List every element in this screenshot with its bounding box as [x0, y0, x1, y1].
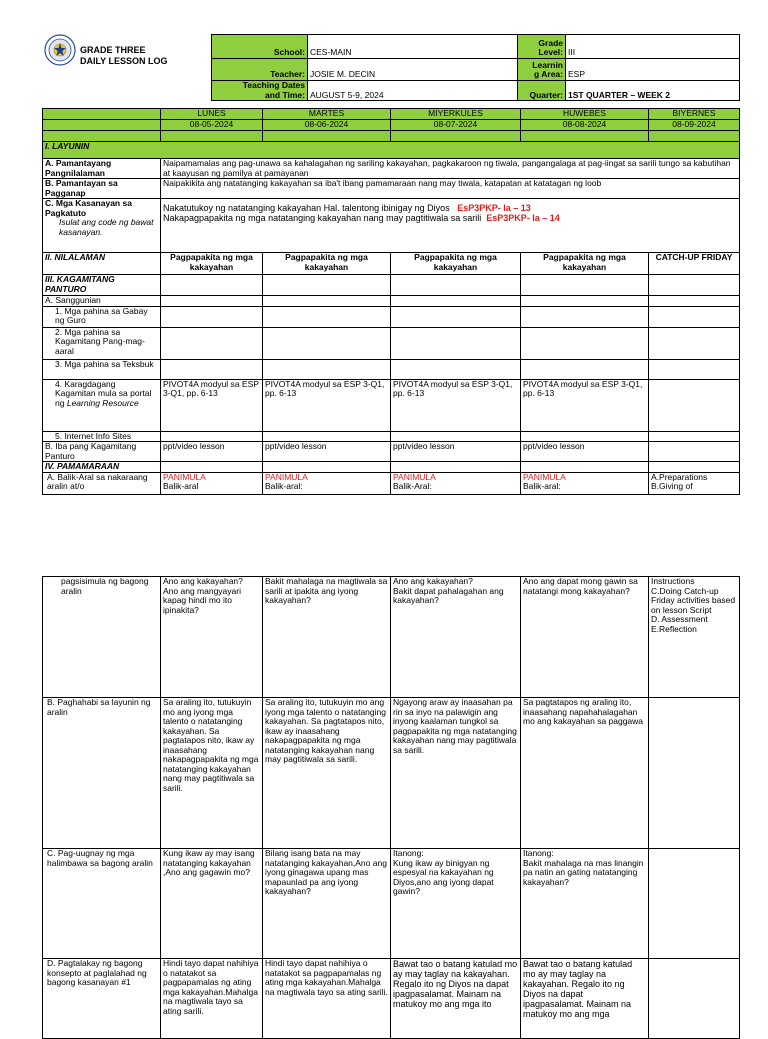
- karagdagang-cell-4: PIVOT4A modyul sa ESP 3-Q1, pp. 6-13: [521, 379, 649, 431]
- kasanayan-line-1: Nakatutukoy ng natatanging kakayahan Hal. talentong ibinigay ng Diyos: [163, 203, 450, 214]
- nilalaman-cell-3: Pagpapakita ng mga kakayahan: [391, 253, 521, 275]
- learning-area-value: ESP: [566, 59, 740, 81]
- internet-info-label: 5. Internet Info Sites: [43, 431, 161, 442]
- iba-cell-3: ppt/video lesson: [391, 442, 521, 462]
- balik-aral-label-cont: pagsisimula ng bagong aralin: [43, 577, 161, 698]
- kasanayan-code-1: EsP3PKP- Ia – 13: [457, 203, 531, 214]
- friday-top-cell: A.Preparations B.Giving of: [649, 472, 740, 494]
- balik-aral-q-1: Ano ang kakayahan? Ano ang mangyayari kapag hindi mo ito ipinakita?: [161, 577, 263, 698]
- lesson-plan-table-continued: [42, 576, 740, 1039]
- teacher-value: JOSIE M. DECIN: [308, 59, 518, 81]
- learning-resource-text: Learning Resource: [66, 397, 139, 408]
- teacher-label: Teacher:: [212, 59, 308, 81]
- kagamitang-mag-aaral-label: 2. Mga pahina sa Kagamitang Pang-mag-aaral: [43, 327, 161, 359]
- day-header-3: MIYERKULES: [391, 109, 521, 120]
- day-header-1: LUNES: [161, 109, 263, 120]
- pag-uugnay-label: C. Pag-uugnay ng mga halimbawa sa bagong aralin: [43, 849, 161, 959]
- iba-cell-4: ppt/video lesson: [521, 442, 649, 462]
- nilalaman-cell-1: Pagpapakita ng mga kakayahan: [161, 253, 263, 275]
- pagtalakay-cell-1: Hindi tayo dapat nahihiya o natatakot sa pagpapamalas ng ating mga kakayahan.Mahalga na magtiwala tayo sa ating sarili.: [161, 959, 263, 1039]
- kasanayan-label: C. Mga Kasanayan sa Pagkatuto: [45, 198, 132, 218]
- pagtalakay-cell-2: Hindi tayo dapat nahihiya o natatakot sa pagpapamalas ng ating mga kakayahan.Mahalga na magtiwala tayo sa ating sarili.: [263, 959, 391, 1039]
- day-date-5: 08-09-2024: [649, 120, 740, 131]
- teksbuk-label: 3. Mga pahina sa Teksbuk: [43, 359, 161, 379]
- school-value: CES-MAIN: [308, 35, 518, 59]
- karagdagang-cell-3: PIVOT4A modyul sa ESP 3-Q1, pp. 6-13: [391, 379, 521, 431]
- lesson-log-title: GRADE THREE DAILY LESSON LOG: [80, 45, 168, 66]
- nilalaman-cell-5: CATCH-UP FRIDAY: [649, 253, 740, 275]
- kasanayan-code-2: EsP3PKP- Ia – 14: [486, 213, 560, 224]
- kasanayan-line-2: Nakapagpapakita ng mga natatanging kakayahan nang may pagtitiwala sa sarili: [163, 213, 482, 224]
- teaching-dates-value: AUGUST 5-9, 2024: [308, 81, 518, 101]
- karagdagang-kagamitan-label: [43, 379, 161, 431]
- pag-uugnay-cell-4: Itanong: Bakit mahalaga na mas linangin pa natin an gating natatanging kakayahan?: [521, 849, 649, 959]
- sanggunian-label: A. Sanggunian: [43, 296, 161, 307]
- balik-aral-cell-1: PANIMULA Balik-aral: [161, 472, 263, 494]
- gabay-ng-guro-label: 1. Mga pahina sa Gabay ng Guro: [43, 306, 161, 327]
- balik-aral-cell-4: PANIMULA Balik-aral:: [521, 472, 649, 494]
- balik-aral-q-4: Ano ang dapat mong gawin sa natatangi mong kakayahan?: [521, 577, 649, 698]
- pag-uugnay-cell-1: Kung ikaw ay may isang natatanging kakayahan ,Ano ang gagawin mo?: [161, 849, 263, 959]
- paghahabi-label: B. Paghahabi sa layunin ng aralin: [43, 698, 161, 849]
- pagtalakay-cell-5: [649, 959, 740, 1039]
- learning-area-label: Learnin g Area:: [518, 59, 566, 81]
- iba-cell-2: ppt/video lesson: [263, 442, 391, 462]
- friday-instructions: Instructions C.Doing Catch-up Friday activities based on lesson Script D. Assessment E.Reflection: [649, 577, 740, 698]
- pag-uugnay-cell-5: [649, 849, 740, 959]
- quarter-value: 1ST QUARTER – WEEK 2: [566, 81, 740, 101]
- day-header-4: HUWEBES: [521, 109, 649, 120]
- section-layunin: I. LAYUNIN: [43, 142, 740, 159]
- karagdagang-cell-1: PIVOT4A modyul sa ESP 3-Q1, pp. 6-13: [161, 379, 263, 431]
- corner-cell: [43, 109, 161, 120]
- paghahabi-cell-3: Ngayong araw ay inaasahan pa rin sa inyo na palawigin ang inyong kaalaman tungkol sa pagpapakita ng mga natatanging kakayahan nang may pagtitiwala sa sarili.: [391, 698, 521, 849]
- balik-aral-q-3: Ano ang kakayahan? Bakit dapat pahalagahan ang kakayahan?: [391, 577, 521, 698]
- school-label: School:: [212, 35, 308, 59]
- day-date-2: 08-06-2024: [263, 120, 391, 131]
- pagtalakay-label: D. Pagtalakay ng bagong konsepto at paglalahad ng bagong kasanayan #1: [43, 959, 161, 1039]
- section-kagamitang-panturo: III. KAGAMITANG PANTURO: [43, 275, 161, 296]
- karagdagang-cell-2: PIVOT4A modyul sa ESP 3-Q1, pp. 6-13: [263, 379, 391, 431]
- pagtalakay-cell-4: Bawat tao o batang katulad mo ay may taglay na kakayahan. Regalo ito ng Diyos na dapat ipagpasalamat. Mainam na matukoy mo ang mga: [521, 959, 649, 1039]
- day-date-3: 08-07-2024: [391, 120, 521, 131]
- paghahabi-cell-1: Sa araling ito, tutukuyin mo ang iyong mga talento o natatanging kakayahan. Sa pagtatapos nito, ikaw ay inaasahang nakapagpapakita ng mga natatanging kakayahan nang may pagtitiwala sa sarili.: [161, 698, 263, 849]
- balik-aral-label: A. Balik-Aral sa nakaraang aralin at/o: [43, 472, 161, 494]
- pag-uugnay-cell-2: Bilang isang bata na may natatanging kakayahan,Ano ang iyong ginagawa upang mas mapaunlad pa ang iyong kakayahan?: [263, 849, 391, 959]
- pamantayan-sa-pagganap-text: Naipakikita ang natatanging kakayahan sa iba't ibang pamamaraan nang may tiwala, katapatan at katatagan ng loob: [161, 179, 740, 199]
- karagdagang-kagamitan-text: 4. Karagdagang Kagamitan mula sa portal ng: [55, 378, 152, 408]
- balik-aral-q-2: Bakit mahalaga na magtiwala sa sarili at ipakita ang iyong kakayahan?: [263, 577, 391, 698]
- grade-label: Grade Level:: [518, 35, 566, 59]
- quarter-label: Quarter:: [518, 81, 566, 101]
- section-nilalaman: II. NILALAMAN: [43, 253, 161, 275]
- nilalaman-cell-4: Pagpapakita ng mga kakayahan: [521, 253, 649, 275]
- lesson-plan-table: [42, 108, 740, 495]
- pag-uugnay-cell-3: Itanong: Kung ikaw ay binigyan ng espesyal na kakayahan ng Diyos,ano ang iyong dapat gawin?: [391, 849, 521, 959]
- iba-pang-kagamitan-label: B. Iba pang Kagamitang Panturo: [43, 442, 161, 462]
- pamantayang-pangnilalaman-text: Naipamamalas ang pag-unawa sa kahalagahan ng sariling kakayahan, pagkakaroon ng tiwala, pangangalaga at pag-iingat sa sarili tungo sa kabutihan at kaayusan ng pamilya at pamayanan: [161, 159, 740, 179]
- kasanayan-text: [161, 199, 740, 253]
- pagtalakay-cell-3: Bawat tao o batang katulad mo ay may taglay na kakayahan. Regalo ito ng Diyos na dapat ipagpasalamat. Mainam na matukoy mo ang mga ito: [391, 959, 521, 1039]
- kasanayan-note: Isulat ang code ng bawat kasanayan.: [59, 217, 154, 237]
- balik-aral-cell-2: PANIMULA Balik-aral:: [263, 472, 391, 494]
- header-info-table: [211, 34, 740, 101]
- iba-cell-1: ppt/video lesson: [161, 442, 263, 462]
- paghahabi-cell-4: Sa pagtatapos ng araling ito, inaasahang napahahalagahan mo ang kakayahan sa paggawa: [521, 698, 649, 849]
- day-header-2: MARTES: [263, 109, 391, 120]
- section-pamamaraan: IV. PAMAMARAAN: [43, 462, 161, 473]
- day-date-4: 08-08-2024: [521, 120, 649, 131]
- paghahabi-cell-5: [649, 698, 740, 849]
- day-date-1: 08-05-2024: [161, 120, 263, 131]
- deped-seal-logo: [44, 34, 76, 66]
- teaching-dates-label: Teaching Dates and Time:: [212, 81, 308, 101]
- day-header-5: BIYERNES: [649, 109, 740, 120]
- grade-value: III: [566, 35, 740, 59]
- kasanayan-label-cell: [43, 199, 161, 253]
- paghahabi-cell-2: Sa araling ito, tutukuyin mo ang iyong mga talento o natatanging kakayahan. Sa pagtatapos nito, ikaw ay inaasahang nakapagpapakita ng mga natatanging kakayahan nang may pagtitiwala sa sarili.: [263, 698, 391, 849]
- nilalaman-cell-2: Pagpapakita ng mga kakayahan: [263, 253, 391, 275]
- pamantayan-sa-pagganap-label: B. Pamantayan sa Pagganap: [43, 179, 161, 199]
- balik-aral-cell-3: PANIMULA Balik-Aral:: [391, 472, 521, 494]
- pamantayang-pangnilalaman-label: A. Pamantayang Pangnilalaman: [43, 159, 161, 179]
